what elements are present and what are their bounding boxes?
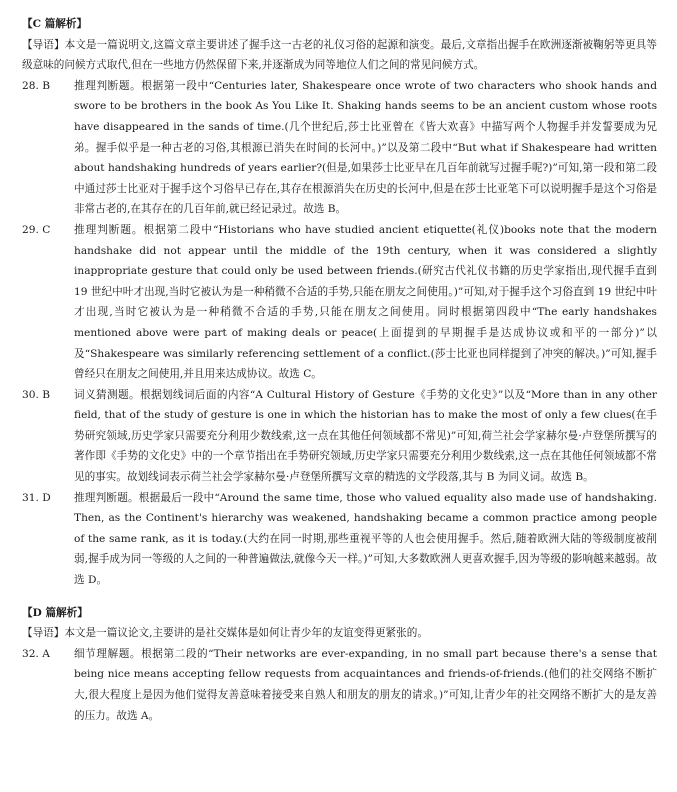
answer-explanation: 词义猜测题。根据划线词后面的内容“A Cultural History of Gesture《手势的文化史》”以及“More than in any other field, that of the study of gesture is one in which the historian has to make the most of only a few clues(在手势研究领域,历史学家只需要充分利用少数线索,这一点在其他任何领域都不常见)”可知,荷兰社会学家赫尔曼·卢登堡所撰写的著作即《手势的文化史》中的一个章节指出在手势研究领域,历史学家只需要充分利用少数线索,这一点在其他任何领域都不常见的事实。故划线词表示荷兰社会学家赫尔曼·卢登堡所撰写文章的精选的文学段落,其与 B 为同义词。故选 B。 bbox=[74, 388, 657, 484]
answer-explanation: 推理判断题。根据第二段中“Historians who have studied ancient etiquette(礼仪)books note that the modern handshake did not appear until the middle of the 19th century, when it was considered a slightly inappropriate gesture that could only be used between friends.(研究古代礼仪书籍的历史学家指出,现代握手直到 19 世纪中叶才出现,当时它被认为是一种稍微不合适的手势,只能在朋友之间使用。)”可知,对于握手这个习俗直到 19 世纪中叶才出现,当时它被认为是一种稍微不合适的手势,只能在朋友之间使用。同时根据第四段中“The early handshakes mentioned above were part of making deals or peace(上面提到的早期握手是达成协议或和平的一部分)”以及“Shakespeare was similarly referencing settlement of a conflict.(莎士比亚也同样提到了冲突的解决。)”可知,握手曾经只在朋友之间使用,并且用来达成协议。故选 C。 bbox=[74, 223, 657, 381]
section-d-heading: 【D 篇解析】 bbox=[22, 606, 88, 619]
answer-item-30 bbox=[22, 385, 657, 488]
answer-explanation: 细节理解题。根据第二段的“Their networks are ever-expanding, in no small part because there's a sense that being nice means accepting fellow requests from acquaintances and friends-of-friends.(他们的社交网络不断扩大,很大程度上是因为他们觉得友善意味着接受来自熟人和朋友的朋友的请求。)”可知,让青少年的社交网络不断扩大的是友善的压力。故选 A。 bbox=[74, 647, 657, 722]
section-c-heading: 【C 篇解析】 bbox=[22, 18, 88, 30]
answer-item-28 bbox=[22, 76, 657, 220]
answer-explanation: 推理判断题。根据第一段中“Centuries later, Shakespeare once wrote of two characters who shook hands and swore to be brothers in the book As You Like It. Shaking hands seems to be an ancient custom whose roots have disappeared in the sands of time.(几个世纪后,莎士比亚曾在《皆大欢喜》中描写两个人物握手并发誓要成为兄弟。握手似乎是一种古老的习俗,其根源已消失在时间的长河中。)”以及第二段中“But what if Shakespeare had written about handshaking hundreds of years earlier?(但是,如果莎士比亚早在几百年前就写过握手呢?)”可知,第一段和第二段中通过莎士比亚对于握手这个习俗早已存在,其存在根源消失在历史的长河中,但是在莎士比亚笔下可以说明握手是这个习俗是非常古老的,在其存在的几百年前,就已经记录过。故选 B。 bbox=[74, 79, 657, 216]
answer-number: 32. A bbox=[22, 647, 50, 660]
section-gap bbox=[22, 591, 657, 603]
answer-item-32 bbox=[22, 644, 657, 726]
answer-item-29 bbox=[22, 220, 657, 385]
section-d-intro: 【导语】本文是一篇议论文,主要讲的是社交媒体是如何让青少年的友谊变得更紧张的。 bbox=[22, 627, 428, 640]
answer-number: 28. B bbox=[22, 79, 50, 92]
answer-number: 31. D bbox=[22, 491, 51, 504]
section-d bbox=[22, 603, 657, 727]
answer-explanation: 推理判断题。根据最后一段中“Around the same time, those who valued equality also made use of handshaking. Then, as the Continent's hierarchy was weakened, handshaking became a common practice among people of the same rank, as it is today.(大约在同一时期,那些重视平等的人也会使用握手。然后,随着欧洲大陆的等级制度被削弱,握手成为同一等级的人之间的一种普遍做法,就像今天一样。)”可知,大多数欧洲人更喜欢握手,因为等级的影响越来越弱。故选 D。 bbox=[74, 491, 657, 587]
answer-item-31 bbox=[22, 488, 657, 591]
section-c-intro: 【导语】本文是一篇说明文,这篇文章主要讲述了握手这一古老的礼仪习俗的起源和演变。最后,文章指出握手在欧洲逐渐被鞠躬等更具等级意味的问候方式取代,但在一些地方仍然保留下来,并逐渐成为同等地位人们之间的常见问候方式。 bbox=[22, 38, 657, 72]
answer-number: 30. B bbox=[22, 388, 50, 401]
section-c bbox=[22, 14, 657, 591]
answer-number: 29. C bbox=[22, 223, 51, 236]
